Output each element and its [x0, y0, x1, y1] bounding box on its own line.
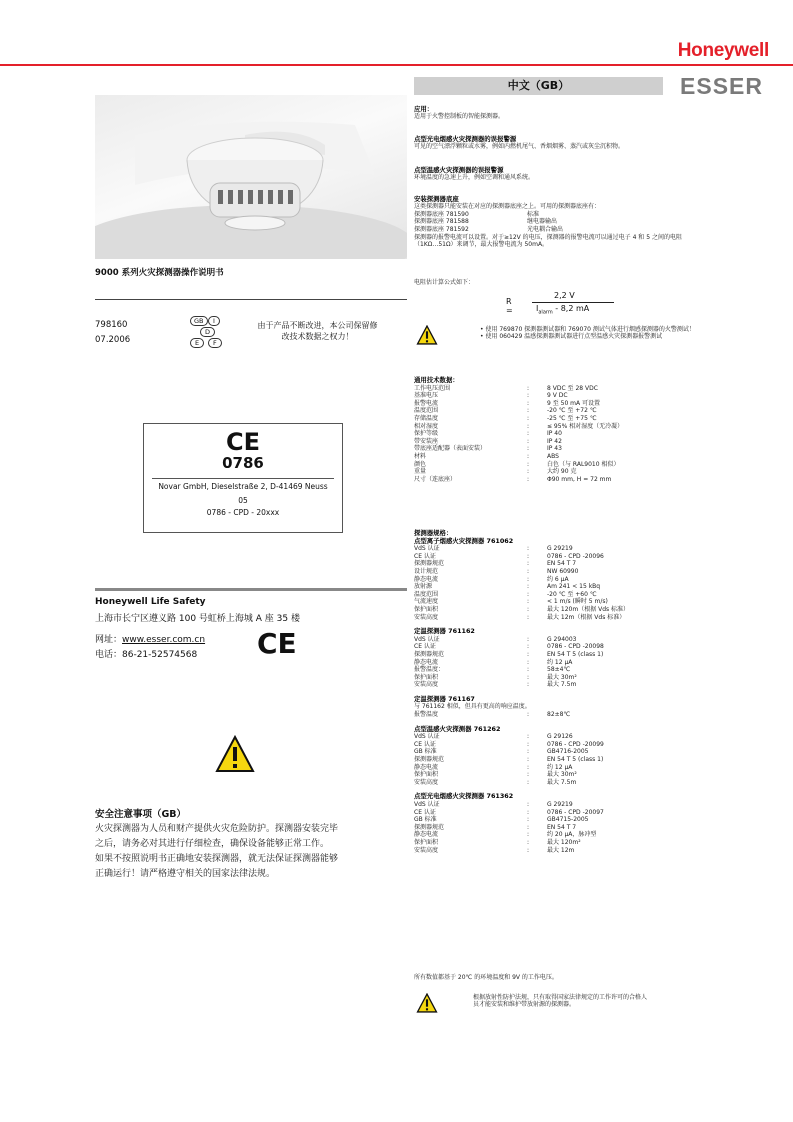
section-text: 这类探测器只能安装在对应的探测器底座之上。可用的探测器底座有： [414, 203, 601, 211]
separator: : [527, 808, 530, 816]
spec-label: 基准电压 [414, 392, 439, 400]
spec-value: IP 40 [547, 430, 562, 438]
spec-value: EN 54 T 5 (class 1) [547, 650, 604, 658]
spec-value: Am 241 < 15 kBq [547, 583, 601, 591]
ce-label [143, 423, 343, 533]
separator: : [527, 673, 530, 681]
document-date: 07.2006 [95, 335, 131, 345]
spec-label: 保护面积 [414, 838, 439, 846]
honeywell-logo: Honeywell [677, 40, 769, 61]
spec-label: 保护面积 [414, 771, 439, 779]
spec-value: GB4715-2005 [547, 816, 589, 824]
lang-code: GB [190, 316, 208, 326]
spec-row [414, 415, 714, 423]
divider [95, 588, 407, 591]
separator: : [527, 468, 530, 476]
separator: : [527, 452, 530, 460]
spec-label: 带安装座 [414, 437, 439, 445]
spec-row [414, 614, 714, 622]
spec-row [414, 839, 714, 847]
detector-photo [95, 95, 407, 259]
separator: : [527, 733, 530, 741]
spec-label: 尺寸（连底座） [414, 475, 457, 483]
spec-row [414, 568, 714, 576]
detector-title: 点型离子烟感火灾探测器 761062 [414, 536, 514, 545]
separator: : [527, 399, 530, 407]
spec-label: CE 认证 [414, 552, 436, 560]
spec-value: < 1 m/s (瞬时 5 m/s) [547, 598, 608, 606]
smoke-false-alarm-section [414, 136, 714, 151]
spec-label: 保护面积 [414, 673, 439, 681]
spec-row [414, 545, 714, 553]
detector-note: 与 761162 相似，但具有更高的响应温度。 [414, 703, 531, 711]
spec-value: 9 至 50 mA 可设置 [547, 399, 601, 407]
separator: : [527, 552, 530, 560]
base-section [414, 196, 719, 248]
spec-row [414, 659, 714, 667]
separator: : [527, 575, 530, 583]
spec-row [414, 651, 714, 659]
spec-row [414, 583, 714, 591]
lang-code: D [200, 327, 215, 337]
spec-label: 安装高度 [414, 778, 439, 786]
detector-title: 定温探测器 761162 [414, 627, 475, 636]
base-row: 探测器底座 781590 标准 [414, 210, 540, 218]
spec-row [414, 801, 714, 809]
separator: : [527, 763, 530, 771]
spec-value: 约 12 μA [547, 763, 573, 771]
separator: : [527, 560, 530, 568]
spec-value: 最大 7.5m [547, 681, 577, 689]
spec-value: EN 54 T 5 (class 1) [547, 756, 604, 764]
spec-value: 82±8℃ [547, 711, 571, 719]
spec-label: 静态电流 [414, 831, 439, 839]
spec-value: GB4716-2005 [547, 748, 589, 756]
separator: : [527, 643, 530, 651]
document-number: 798160 [95, 320, 128, 330]
manufacturer-address: Novar GmbH, Dieselstraße 2, D-41469 Neuss [158, 482, 328, 491]
spec-row [414, 392, 714, 400]
spec-row [414, 643, 714, 651]
separator: : [527, 711, 530, 719]
spec-row [414, 576, 714, 584]
spec-label: 探测器规范 [414, 756, 445, 764]
spec-label: 设计规范 [414, 567, 439, 575]
safety-text [95, 822, 395, 882]
spec-row [414, 666, 714, 674]
detector-specs [414, 530, 714, 854]
ce-mark: CE [257, 627, 297, 660]
spec-value: 最大 12m [547, 846, 575, 854]
warning-icon [215, 735, 255, 777]
cpd-number: 0786 - CPD - 20xxx [206, 508, 280, 517]
spec-label: VdS 认证 [414, 801, 440, 808]
spec-label: CE 认证 [414, 808, 436, 816]
separator: : [527, 407, 530, 415]
section-text: 适用于火警控制板的智能探测器。 [414, 113, 505, 121]
spec-row [414, 560, 714, 568]
lang-code: F [208, 338, 222, 348]
spec-row [414, 847, 714, 855]
base-row: 探测器底座 781592 光电耦合输出 [414, 226, 564, 233]
spec-value: NW 60990 [547, 567, 579, 575]
separator: : [527, 605, 530, 613]
spec-row [414, 461, 714, 469]
safety-line: 之后，请务必对其进行仔细检查，确保设备能够正常工作。 [95, 839, 330, 849]
spec-label: CE 认证 [414, 643, 436, 651]
spec-label: 颜色 [414, 460, 427, 468]
spec-label: 气流速度 [414, 598, 439, 606]
spec-label: 报警温度 [414, 711, 439, 719]
language-header: 中文（GB） [414, 77, 663, 95]
manual-title: 9000 系列火灾探测器操作说明书 [95, 268, 224, 278]
spec-row [414, 681, 714, 689]
spec-value: G 29219 [547, 545, 573, 553]
spec-label: 保护面积 [414, 605, 439, 613]
separator: : [527, 613, 530, 621]
header-red-line [0, 64, 793, 66]
spec-label: 探测器规范 [414, 560, 445, 568]
spec-row [414, 468, 714, 476]
spec-row [414, 453, 714, 461]
separator: : [527, 838, 530, 846]
spec-row [414, 606, 714, 614]
section-title: 探测器规格： [414, 529, 453, 537]
spec-label: 安装高度 [414, 613, 439, 621]
esser-logo: ESSER [680, 73, 763, 99]
safety-line: 如果不按照说明书正确地安装探测器，就无法保证探测器能够 [95, 854, 339, 864]
spec-row [414, 636, 714, 644]
spec-label: VdS 认证 [414, 635, 440, 643]
separator: : [527, 475, 530, 483]
warning-icon [416, 993, 438, 1017]
spec-value: Φ90 mm, H = 72 mm [547, 475, 612, 483]
warning-icon [416, 325, 438, 349]
separator: : [527, 801, 530, 808]
spec-label: 探测器规范 [414, 650, 445, 658]
spec-label: 静态电流 [414, 658, 439, 666]
spec-label: 静态电流 [414, 575, 439, 583]
spec-label: 相对湿度 [414, 422, 439, 430]
notified-body-number: 0786 [222, 454, 264, 472]
spec-value: 约 6 μA [547, 575, 569, 583]
separator: : [527, 567, 530, 575]
separator: : [527, 831, 530, 839]
test-note: • 使用 060429 温感探测器测试器进行点型温感火灾探测器报警测试 [480, 333, 663, 341]
spec-label: CE 认证 [414, 740, 436, 748]
separator: : [527, 658, 530, 666]
spec-row [414, 733, 714, 741]
spec-value: G 29126 [547, 733, 573, 741]
footnote: 所有数值都基于 20℃ 的环境温度和 9V 的工作电压。 [414, 974, 558, 981]
spec-value: 0786 - CPD -20096 [547, 552, 604, 560]
spec-value: 约 20 μA，脉冲型 [547, 831, 597, 839]
spec-label: 温度范围 [414, 407, 439, 415]
spec-row [414, 407, 714, 415]
website-row [95, 632, 205, 645]
spec-label: 重量 [414, 468, 427, 476]
heat-false-alarm-section [414, 167, 714, 182]
spec-label: 探测器规范 [414, 823, 445, 831]
radiation-warning: 根据放射性防护法规，只有取得国家法律规定的工作许可的合格人 员才能安装和维护带放射源的探测器。 [473, 994, 648, 1009]
divider [95, 299, 407, 300]
spec-value: 最大 7.5m [547, 778, 577, 786]
spec-label: 保护等级 [414, 430, 439, 438]
separator: : [527, 740, 530, 748]
separator: : [527, 384, 530, 392]
spec-label: 安装高度 [414, 681, 439, 689]
spec-label: GB 标准 [414, 816, 437, 824]
spec-row [414, 771, 714, 779]
separator: : [527, 681, 530, 689]
spec-label: GB 标准 [414, 748, 437, 756]
spec-row [414, 430, 714, 438]
spec-label: VdS 认证 [414, 545, 440, 553]
spec-value: 0786 - CPD -20098 [547, 643, 604, 651]
spec-label: 存储温度 [414, 414, 439, 422]
spec-value: 58±4℃ [547, 666, 571, 674]
spec-row [414, 816, 714, 824]
change-notice: 由于产品不断改进，本公司保留修改技术数据之权力！ [257, 321, 378, 341]
separator: : [527, 460, 530, 468]
formula-intro: 电阻估计算公式如下： [414, 279, 475, 286]
spec-value: 约 12 μA [547, 658, 573, 666]
spec-label: 静态电流 [414, 763, 439, 771]
separator: : [527, 666, 530, 674]
spec-row [414, 385, 714, 393]
spec-row [414, 831, 714, 839]
spec-row [414, 809, 714, 817]
lang-code: E [190, 338, 204, 348]
spec-value: -20 ℃ 至 +60 ℃ [547, 590, 597, 598]
section-title: 安装探测器底座 [414, 195, 459, 203]
spec-value: 最大 120m（根据 Vds 标准） [547, 605, 630, 613]
spec-label: 报警温度： [414, 666, 445, 674]
spec-value: G 29219 [547, 801, 573, 808]
separator: : [527, 583, 530, 591]
spec-row [414, 445, 714, 453]
safety-line: 火灾探测器为人员和财产提供火灾危险防护。探测器安装完毕 [95, 824, 339, 834]
website-link[interactable]: www.esser.com.cn [122, 635, 206, 645]
spec-value: EN 54 T 7 [547, 560, 577, 568]
spec-value: G 294003 [547, 635, 577, 643]
separator: : [527, 598, 530, 606]
detector-title: 点型温感火灾探测器 761262 [414, 724, 501, 733]
spec-value: ≤ 95% 相对湿度（无冷凝） [547, 422, 624, 430]
spec-value: -20 ℃ 至 +72 ℃ [547, 407, 597, 415]
spec-value: 9 V DC [547, 392, 568, 400]
separator: : [527, 771, 530, 779]
separator: : [527, 748, 530, 756]
separator: : [527, 392, 530, 400]
company-name: Honeywell Life Safety [95, 597, 206, 607]
spec-row [414, 779, 714, 787]
spec-value: 大约 90 克 [547, 468, 577, 476]
section-text: 可见的空气漂浮颗粒或水雾，例如内燃机尾气、香烟烟雾、蒸汽或灰尘沉积物。 [414, 143, 625, 151]
safety-line: 正确运行！请严格遵守相关的国家法律法规。 [95, 869, 276, 879]
separator: : [527, 545, 530, 553]
spec-row [414, 756, 714, 764]
spec-label: 工作电压范围 [414, 384, 451, 392]
base-row: 探测器底座 781588 继电器输出 [414, 218, 558, 226]
company-address: 上海市长宁区遵义路 100 号虹桥上海城 A 座 35 楼 [95, 614, 300, 624]
application-section [414, 106, 714, 121]
spec-label: VdS 认证 [414, 733, 440, 741]
spec-value: EN 54 T 7 [547, 823, 577, 831]
section-title: 通用技术数据： [414, 376, 459, 384]
spec-row [414, 748, 714, 756]
spec-value: 最大 12m（根据 Vds 标准） [547, 613, 626, 621]
year: 05 [238, 496, 248, 505]
spec-value: IP 43 [547, 445, 562, 453]
spec-value: ABS [547, 452, 559, 460]
spec-value: 8 VDC 至 28 VDC [547, 384, 598, 392]
separator: : [527, 816, 530, 824]
separator: : [527, 437, 530, 445]
spec-label: 带底座适配器（表面安装） [414, 445, 487, 453]
separator: : [527, 414, 530, 422]
spec-value: 白色（与 RAL9010 相似） [547, 460, 620, 468]
section-text: 探测器的报警电流可以设置。对于≥12V 的电压，探测器的报警电流可以通过电子 4 和 5 之间的电阻（1KΩ…51Ω）来调节，最大报警电流为 50mA。 [414, 233, 682, 248]
phone: 电话：86-21-52574568 [95, 650, 198, 660]
spec-label: 安装高度 [414, 846, 439, 854]
language-codes [190, 316, 230, 350]
section-text: 环境温度的急速上升，例如空调和通风系统。 [414, 174, 535, 182]
separator: : [527, 756, 530, 764]
spec-label: 温度范围 [414, 590, 439, 598]
spec-value: 0786 - CPD -20097 [547, 808, 604, 816]
separator: : [527, 422, 530, 430]
lang-code: I [208, 316, 220, 326]
separator: : [527, 778, 530, 786]
spec-value: 0786 - CPD -20099 [547, 740, 604, 748]
section-title: 应用： [414, 105, 434, 113]
separator: : [527, 430, 530, 438]
test-notes [476, 326, 706, 341]
spec-label: 报警电流 [414, 399, 439, 407]
spec-row [414, 598, 714, 606]
safety-title: 安全注意事项（GB） [95, 809, 187, 820]
separator: : [527, 445, 530, 453]
separator: : [527, 635, 530, 643]
spec-value: 最大 120m² [547, 838, 581, 846]
spec-value: -25 ℃ 至 +75 ℃ [547, 414, 597, 422]
spec-row [414, 711, 714, 719]
section-title: 点型温感火灾探测器的误报警源 [414, 166, 504, 174]
separator: : [527, 846, 530, 854]
test-note: • 使用 769870 探测器测试器和 769070 测试气体进行烟感探测器的火警测试！ [480, 326, 695, 333]
spec-value: IP 42 [547, 437, 562, 445]
separator: : [527, 590, 530, 598]
spec-label: 材料 [414, 452, 427, 460]
spec-row [414, 741, 714, 749]
spec-row [414, 476, 714, 484]
spec-row [414, 423, 714, 431]
spec-value: 最大 30m² [547, 771, 577, 779]
detector-title: 点型光电烟感火灾探测器 761362 [414, 792, 514, 801]
ce-mark: CE [225, 428, 260, 456]
detector-title: 定温探测器 761167 [414, 694, 475, 703]
spec-value: 最大 30m² [547, 673, 577, 681]
spec-row [414, 553, 714, 561]
general-specs [414, 377, 714, 483]
separator: : [527, 650, 530, 658]
website-label: 网址： [95, 635, 123, 645]
separator: : [527, 823, 530, 831]
section-title: 点型光电烟感火灾探测器的误报警源 [414, 135, 517, 143]
spec-label: 放射源 [414, 583, 433, 591]
